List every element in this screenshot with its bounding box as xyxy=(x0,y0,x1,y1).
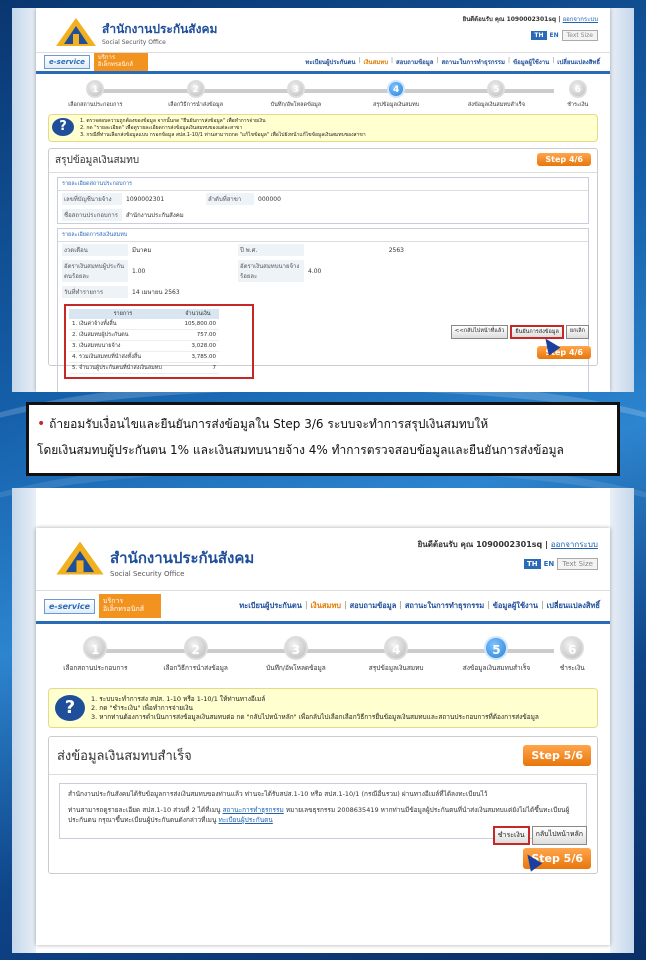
nav-item-transaction-status[interactable]: สถานะในการทำธุรกรรม xyxy=(441,59,505,66)
row-value: 3,028.00 xyxy=(177,341,219,352)
language-switcher xyxy=(524,558,598,570)
nav-separator: | xyxy=(304,600,308,609)
nav-item-inquiry[interactable]: สอบถามข้อมูล xyxy=(349,601,397,610)
step-1 xyxy=(55,80,135,109)
row-label: 4. รวมเงินสมทบที่นำส่งทั้งสิ้น xyxy=(69,352,177,363)
instruction-item: 3. หากท่านต้องการดำเนินการส่งข้อมูลเงินสมทบต่อ กด "กลับไปหน้าหลัก" เพื่อกลับไปเลือกเลือกวิธีการยื่นข้อมูลเงินสมทบและสถานประกอบการที่ต้องการส่งข้อมูล xyxy=(91,712,539,721)
row-label: 1. เงินค่าจ้างทั้งสิ้น xyxy=(69,319,177,330)
step-progress xyxy=(52,636,594,682)
text-size-control[interactable]: Text Size xyxy=(562,30,598,41)
instruction-item: 2. กด "รายละเอียด" เพื่อดูรายละเอียดการส่งข้อมูลเงินสมทบของแต่ละสาขา xyxy=(80,124,243,131)
page-title: สรุปข้อมูลเงินสมทบ xyxy=(49,149,597,173)
table-row xyxy=(69,363,219,374)
step-label: สรุปข้อมูลเงินสมทบ xyxy=(368,664,424,672)
step-badge: Step 5/6 xyxy=(523,745,591,766)
action-buttons xyxy=(493,826,587,845)
company-name: สำนักงานประกันสังคม xyxy=(126,212,184,220)
nav-separator: | xyxy=(436,57,439,64)
main-nav xyxy=(36,52,610,74)
lang-th-button[interactable]: TH xyxy=(524,559,541,569)
field-label: ปี พ.ศ. xyxy=(238,244,304,256)
insured-rate: 1.00 xyxy=(132,267,146,275)
field-label: ชื่อสถานประกอบการ xyxy=(62,209,122,221)
caption-line-1 xyxy=(37,411,609,437)
nav-separator: | xyxy=(487,600,490,609)
step-label: บันทึก/อัพโหลดข้อมูล xyxy=(266,664,326,672)
month-value: มีนาคม xyxy=(132,247,152,255)
caption-text: ถ้ายอมรับเงื่อนไขและยืนยันการส่งข้อมูลใน Step 3/6 ระบบจะทำการสรุปเงินสมทบให้ xyxy=(49,417,489,431)
nav-separator: | xyxy=(507,57,510,64)
table-row xyxy=(69,330,219,341)
back-button[interactable]: <<กลับไปหน้าที่แล้ว xyxy=(451,325,509,339)
step-circle: 3 xyxy=(287,80,305,98)
employer-rate: 4.00 xyxy=(308,267,322,275)
step-circle: 3 xyxy=(284,636,308,660)
summary-panel xyxy=(48,148,598,372)
table-row xyxy=(69,352,219,363)
menu-bar xyxy=(239,600,600,612)
step-circle-active: 4 xyxy=(387,80,405,98)
cancel-button[interactable]: ยกเลิก xyxy=(566,325,589,339)
eform-banner[interactable]: บริการ อิเล็กทรอนิกส์ xyxy=(99,594,161,617)
step-label: เลือกสถานประกอบการ xyxy=(63,664,128,672)
step-circle-active: 5 xyxy=(484,636,508,660)
field-label: อัตราเงินสมทบนายจ้างร้อยละ xyxy=(238,260,304,282)
row-value: 3,785.00 xyxy=(177,352,219,363)
question-icon: ? xyxy=(52,118,74,136)
lang-en-button[interactable]: EN xyxy=(549,32,559,39)
step-3 xyxy=(256,636,336,673)
welcome-text xyxy=(418,538,598,551)
account-row xyxy=(58,191,588,207)
step-2 xyxy=(156,636,236,673)
step-circle: 2 xyxy=(187,80,205,98)
menu-bar xyxy=(305,57,600,67)
lang-en-button[interactable]: EN xyxy=(543,560,555,568)
logout-link[interactable]: ออกจากระบบ xyxy=(550,540,598,549)
row-label: 2. เงินสมทบผู้ประกันตน xyxy=(69,330,177,341)
insured-registry-link[interactable]: ทะเบียนผู้ประกันตน xyxy=(218,815,273,824)
nav-item-user-info[interactable]: ข้อมูลผู้ใช้งาน xyxy=(492,601,539,610)
section-heading: รายละเอียดสถานประกอบการ xyxy=(58,178,588,191)
nav-item-contribution[interactable]: เงินสมทบ xyxy=(363,59,389,66)
step-progress xyxy=(52,80,594,110)
pay-button[interactable]: ชำระเงิน xyxy=(493,826,530,845)
eservice-logo[interactable]: e-service xyxy=(44,599,95,614)
period-row xyxy=(58,242,588,258)
transaction-text xyxy=(68,806,578,826)
account-number: 1090002301 xyxy=(126,195,165,203)
nav-separator: | xyxy=(552,57,555,64)
nav-item-insured-registry[interactable]: ทะเบียนผู้ประกันตน xyxy=(239,601,302,610)
confirm-submit-button[interactable]: ยืนยันการส่งข้อมูล xyxy=(510,325,563,339)
question-icon: ? xyxy=(55,695,85,721)
step-6 xyxy=(532,636,612,673)
row-label: 3. เงินสมทบนายจ้าง xyxy=(69,341,177,352)
success-panel xyxy=(48,736,598,874)
eform-banner[interactable]: บริการ อิเล็กทรอนิกส์ xyxy=(94,53,148,70)
transaction-status-link[interactable]: สถานะการทำธุรกรรม xyxy=(222,806,284,815)
step-label: ส่งข้อมูลเงินสมทบสำเร็จ xyxy=(462,664,531,672)
nav-separator: | xyxy=(391,57,394,64)
step-circle: 4 xyxy=(384,636,408,660)
step-label: ส่งข้อมูลเงินสมทบสำเร็จ xyxy=(467,102,525,108)
row-value: 105,800.00 xyxy=(177,319,219,330)
step-circle: 6 xyxy=(560,636,584,660)
welcome-text xyxy=(463,14,598,24)
nav-item-change-rights[interactable]: เปลี่ยนแปลงสิทธิ์ xyxy=(557,59,600,66)
nav-item-contribution[interactable]: เงินสมทบ xyxy=(310,601,342,610)
step-badge: Step 4/6 xyxy=(537,153,591,166)
screenshot-step5 xyxy=(12,488,634,953)
instruction-item: 3. กรณีที่ท่านเลือกส่งข้อมูลแบบ กรอกข้อมูล สปส.1-10/1 ท่านสามารถกด "แก้ไขข้อมูล" เพื่อไปยังหน้าแก้ไขข้อมูลเงินสมทบของสาขา xyxy=(80,131,366,138)
step-3 xyxy=(256,80,336,109)
frame-edge xyxy=(12,8,36,392)
brand-en: Social Security Office xyxy=(102,39,166,46)
brand-en: Social Security Office xyxy=(110,570,185,578)
site-header xyxy=(36,8,610,52)
step-label: บันทึก/อัพโหลดข้อมูล xyxy=(270,102,322,108)
action-buttons xyxy=(451,325,589,339)
field-label: อัตราเงินสมทบผู้ประกันตนร้อยละ xyxy=(62,260,128,282)
site-window xyxy=(36,528,610,945)
screenshot-step4 xyxy=(12,8,634,392)
company-section xyxy=(57,177,589,224)
frame-edge xyxy=(610,488,634,953)
text-part: ท่านสามารถดูรายละเอียด สปส.1-10 ส่วนที่ 2 ได้ที่เมนู xyxy=(68,806,221,815)
date-row xyxy=(58,284,588,300)
transaction-date: 14 เมษายน 2563 xyxy=(132,289,180,297)
caption-line-2: โดยเงินสมทบผู้ประกันตน 1% และเงินสมทบนายจ้าง 4% ทำการตรวจสอบข้อมูลและยืนยันการส่งข้อมูล xyxy=(37,443,564,457)
step-5 xyxy=(456,80,536,109)
company-row xyxy=(58,207,588,223)
eservice-logo[interactable]: e-service xyxy=(44,55,90,69)
back-to-home-button[interactable]: กลับไปหน้าหลัก xyxy=(532,826,587,845)
field-label: ลำดับที่สาขา xyxy=(206,193,254,205)
nav-item-user-info[interactable]: ข้อมูลผู้ใช้งาน xyxy=(512,59,550,66)
nav-separator: | xyxy=(358,57,361,64)
logout-link[interactable]: ออกจากระบบ xyxy=(562,16,598,23)
table-row xyxy=(69,319,219,330)
frame-edge xyxy=(610,8,634,392)
brand-th: สำนักงานประกันสังคม xyxy=(110,549,255,567)
nav-item-inquiry[interactable]: สอบถามข้อมูล xyxy=(396,59,434,66)
nav-separator: | xyxy=(399,600,402,609)
lang-th-button[interactable]: TH xyxy=(531,31,546,40)
site-header xyxy=(36,528,610,590)
table-header: จำนวนเงิน xyxy=(177,309,219,319)
step-label: ชำระเงิน xyxy=(567,102,589,108)
step-label: สรุปข้อมูลเงินสมทบ xyxy=(373,102,420,108)
welcome-label: ยินดีต้อนรับ คุณ 1090002301sq | xyxy=(417,540,548,549)
step-6 xyxy=(538,80,618,109)
step-circle: 1 xyxy=(83,636,107,660)
brand-name xyxy=(102,20,217,46)
instruction-item: 1. ตรวจสอบความถูกต้องของข้อมูล จากนั้นกด "ยืนยันการส่งข้อมูล" เพื่อทำการจ่ายเงิน xyxy=(80,118,266,124)
year-value: 2563 xyxy=(388,246,404,254)
summary-table xyxy=(69,309,219,374)
contribution-section xyxy=(57,228,589,392)
step-2 xyxy=(156,80,236,109)
instruction-item: 1. ระบบจะทำการส่ง สปส. 1-10 หรือ 1-10/1 ให้ท่านทางอีเมล์ xyxy=(91,695,266,703)
step-badge-bottom: Step 5/6 xyxy=(523,848,591,869)
instructions-list xyxy=(80,118,366,138)
step-circle: 2 xyxy=(184,636,208,660)
bullet-icon: • xyxy=(37,416,46,432)
success-text: สำนักงานประกันสังคมได้รับข้อมูลการส่งเงินสมทบของท่านแล้ว ท่านจะได้รับสปส.1-10 หรือ สปส.1-10/1 (กรณีอื่นรวม) ผ่านทางอีเมล์ที่ได้ลงทะเบียนไว้ xyxy=(68,790,488,799)
step-circle: 6 xyxy=(569,80,587,98)
step-4 xyxy=(356,636,436,673)
field-label: งวดเดือน xyxy=(62,244,128,256)
frame-edge xyxy=(12,488,36,953)
sso-logo xyxy=(54,538,106,578)
step-label: เลือกสถานประกอบการ xyxy=(68,102,123,108)
text-size-control[interactable]: Text Size xyxy=(557,558,598,570)
sso-logo xyxy=(54,16,98,48)
nav-separator: | xyxy=(541,600,544,609)
language-switcher xyxy=(531,30,598,41)
brand-th: สำนักงานประกันสังคม xyxy=(102,22,218,36)
table-row xyxy=(69,341,219,352)
main-nav xyxy=(36,590,610,624)
step-1 xyxy=(55,636,135,673)
table-header: รายการ xyxy=(69,309,177,319)
caption-box xyxy=(26,402,620,476)
nav-item-insured-registry[interactable]: ทะเบียนผู้ประกันตน xyxy=(305,59,356,66)
branch-number: 000000 xyxy=(258,195,281,203)
rate-row xyxy=(58,258,588,284)
field-label: เลขที่บัญชีนายจ้าง xyxy=(62,193,122,205)
brand-name xyxy=(110,546,254,578)
step-5 xyxy=(456,636,536,673)
welcome-label: ยินดีต้อนรับ คุณ 1090002301sq | xyxy=(462,16,561,23)
step-label: เลือกวิธีการนำส่งข้อมูล xyxy=(168,102,223,108)
step-circle: 5 xyxy=(487,80,505,98)
step-badge-bottom: Step 4/6 xyxy=(537,346,591,359)
text-part: หมายเลขธุรกรรม 2008635419 หากท่านมีข้อมูลผู้ประกันตนที่นำส่งเงินสมทบแต่ยังไม่ได้ขึ้นทะเบียนผู้ประกันตน กรุณาขึ้นทะเบียนผู้ประกันตนดังกล่าวที่เมนู xyxy=(68,806,570,824)
step-circle: 1 xyxy=(86,80,104,98)
nav-separator: | xyxy=(344,600,347,609)
instructions-box xyxy=(48,114,598,142)
page-title: ส่งข้อมูลเงินสมทบสำเร็จ xyxy=(49,737,597,775)
step-4 xyxy=(356,80,436,109)
nav-item-transaction-status[interactable]: สถานะในการทำธุรกรรม xyxy=(404,601,485,610)
step-label: ชำระเงิน xyxy=(559,664,585,672)
highlight-box xyxy=(64,304,254,379)
field-label: วันที่ทำรายการ xyxy=(62,286,128,298)
section-heading: รายละเอียดการส่งเงินสมทบ xyxy=(58,229,588,242)
nav-item-change-rights[interactable]: เปลี่ยนแปลงสิทธิ์ xyxy=(546,601,600,610)
row-value: 757.00 xyxy=(177,330,219,341)
row-value: 7 xyxy=(177,363,219,374)
row-label: 5. จำนวนผู้ประกันตนที่นำส่งเงินสมทบ xyxy=(69,363,177,374)
instruction-item: 2. กด "ชำระเงิน" เพื่อทำการจ่ายเงิน xyxy=(91,703,193,712)
site-window xyxy=(36,8,610,392)
step-label: เลือกวิธีการนำส่งข้อมูล xyxy=(163,664,228,672)
instructions-list xyxy=(91,695,539,721)
instructions-box xyxy=(48,688,598,728)
